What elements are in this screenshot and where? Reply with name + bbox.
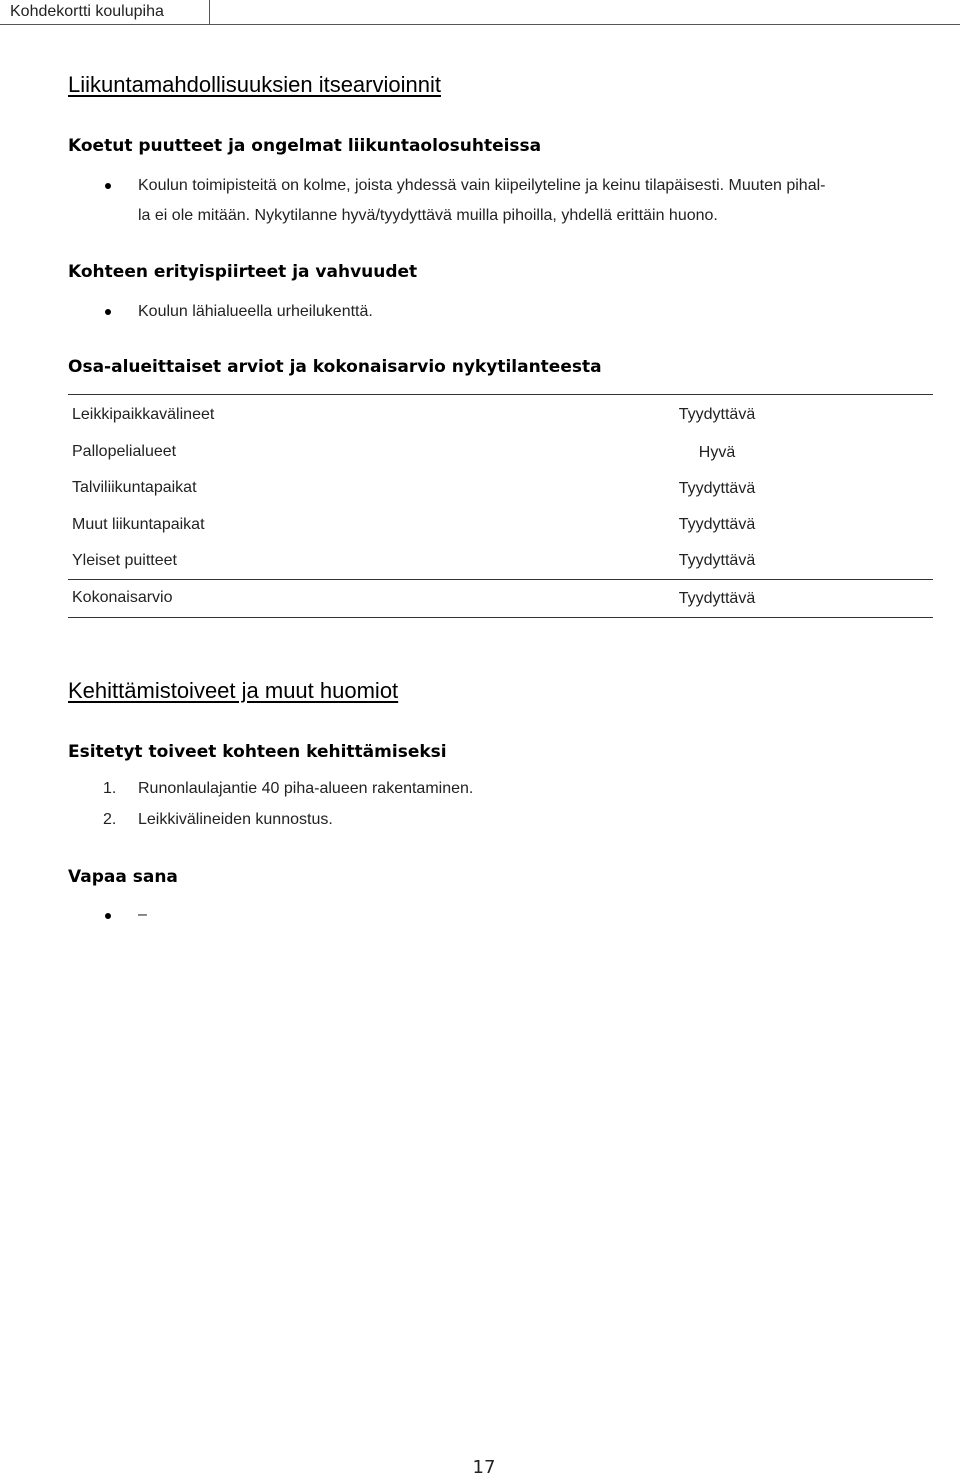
row-value: Tyydyttävä: [678, 552, 756, 569]
page-number: 17: [472, 1457, 496, 1478]
heading-deficiencies: Koetut puutteet ja ongelmat liikuntaolosuhteissa: [68, 136, 542, 156]
row-value: Tyydyttävä: [678, 480, 756, 497]
row-label: Muut liikuntapaikat: [72, 516, 205, 533]
list-number: 1.: [103, 780, 117, 797]
row-value: Hyvä: [698, 444, 736, 461]
heading-free-word: Vapaa sana: [68, 867, 178, 887]
table-top-rule: [68, 394, 933, 395]
deficiency-text-line1: Koulun toimipisteitä on kolme, joista yhdessä vain kiipeilyteline ja keinu tilapäisesti. Muuten pihal-: [138, 177, 826, 194]
heading-wishes: Esitetyt toiveet kohteen kehittämiseksi: [68, 742, 447, 762]
wish-text: Leikkivälineiden kunnostus.: [138, 811, 333, 828]
bullet-icon: [105, 309, 111, 315]
bullet-icon: [105, 913, 111, 919]
free-word-text: –: [138, 906, 147, 923]
list-number: 2.: [103, 811, 117, 828]
strength-text: Koulun lähialueella urheilukenttä.: [138, 303, 373, 320]
section-title-development: Kehittämistoiveet ja muut huomiot: [68, 678, 399, 703]
row-label: Talviliikuntapaikat: [72, 479, 197, 496]
header-label: Kohdekortti koulupiha: [10, 3, 164, 20]
bullet-icon: [105, 183, 111, 189]
wish-text: Runonlaulajantie 40 piha-alueen rakentaminen.: [138, 780, 474, 797]
row-label: Yleiset puitteet: [72, 552, 177, 569]
row-value: Tyydyttävä: [678, 516, 756, 533]
row-label: Pallopelialueet: [72, 443, 177, 460]
total-label: Kokonaisarvio: [72, 589, 173, 606]
row-label: Leikkipaikkavälineet: [72, 406, 215, 423]
row-value: Tyydyttävä: [678, 406, 756, 423]
heading-strengths: Kohteen erityispiirteet ja vahvuudet: [68, 262, 418, 282]
heading-assessment: Osa-alueittaiset arviot ja kokonaisarvio nykytilanteesta: [68, 357, 602, 377]
total-value: Tyydyttävä: [678, 590, 756, 607]
table-bottom-rule: [68, 617, 933, 618]
section-title-self-assessment: Liikuntamahdollisuuksien itsearvioinnit: [68, 72, 441, 97]
deficiency-text-line2: la ei ole mitään. Nykytilanne hyvä/tyydyttävä muilla pihoilla, yhdellä erittäin huono.: [138, 207, 718, 224]
header-divider: [0, 24, 960, 25]
table-total-rule: [68, 579, 933, 580]
